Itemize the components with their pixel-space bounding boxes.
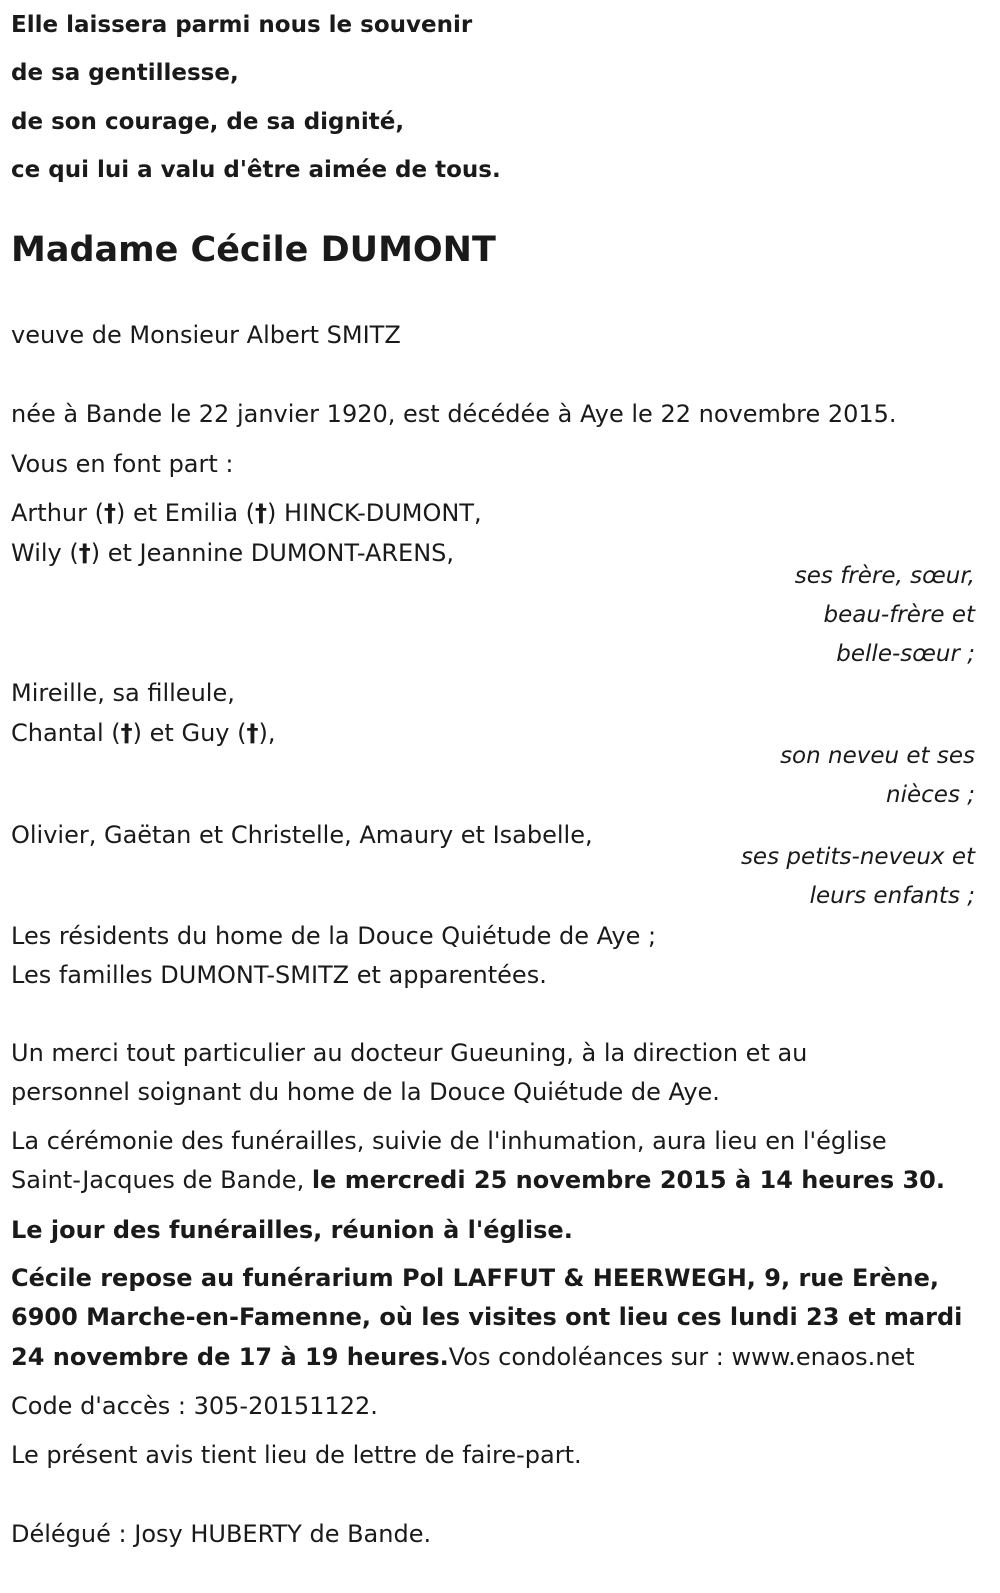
funeral-home-line-1: Cécile repose au funérarium Pol LAFFUT & HEERWEGH, 9, rue Erène, (11, 1264, 939, 1292)
condolences-link: Vos condoléances sur : www.enaos.net (448, 1343, 915, 1371)
residents-line: Les résidents du home de la Douce Quiétude de Aye ; (11, 922, 657, 950)
nephews-line-2: Chantal (†) et Guy (†), (11, 719, 276, 747)
verse-line-3: de son courage, de sa dignité, (11, 109, 405, 135)
cross-icon: † (246, 719, 259, 747)
announce: Vous en font part : (11, 450, 234, 478)
birth-death: née à Bande le 22 janvier 1920, est décédée à Aye le 22 novembre 2015. (11, 400, 897, 428)
cross-icon: † (255, 499, 268, 527)
families-line: Les familles DUMONT-SMITZ et apparentées. (11, 961, 547, 989)
verse-line-2: de sa gentillesse, (11, 60, 239, 86)
grandnephews-line: Olivier, Gaëtan et Christelle, Amaury et Isabelle, (11, 821, 593, 849)
cross-icon: † (78, 539, 91, 567)
delegate-line: Délégué : Josy HUBERTY de Bande. (11, 1520, 432, 1548)
thanks-line-1: Un merci tout particulier au docteur Gueuning, à la direction et au (11, 1039, 808, 1067)
grandnephews-role-2: leurs enfants ; (809, 883, 975, 909)
nephews-role-1: son neveu et ses (780, 743, 975, 769)
thanks-line-2: personnel soignant du home de la Douce Quiétude de Aye. (11, 1078, 720, 1106)
verse-line-4: ce qui lui a valu d'être aimée de tous. (11, 157, 501, 183)
siblings-line-2: Wily (†) et Jeannine DUMONT-ARENS, (11, 539, 455, 567)
cross-icon: † (103, 499, 116, 527)
nephews-role-2: nièces ; (886, 782, 975, 808)
meeting-line: Le jour des funérailles, réunion à l'église. (11, 1216, 573, 1244)
ceremony-date: le mercredi 25 novembre 2015 à 14 heures 30. (311, 1166, 945, 1194)
siblings-role-2: beau-frère et (823, 602, 975, 628)
funeral-home-line-2: 6900 Marche-en-Famenne, où les visites ont lieu ces lundi 23 et mardi (11, 1303, 963, 1331)
siblings-line-1: Arthur (†) et Emilia (†) HINCK-DUMONT, (11, 499, 482, 527)
funeral-home-line-3: 24 novembre de 17 à 19 heures.Vos condoléances sur : www.enaos.net (11, 1343, 915, 1371)
notice-line: Le présent avis tient lieu de lettre de faire-part. (11, 1441, 582, 1469)
grandnephews-role-1: ses petits-neveux et (740, 844, 975, 870)
cross-icon: † (120, 719, 133, 747)
ceremony-line-2: Saint-Jacques de Bande, le mercredi 25 novembre 2015 à 14 heures 30. (11, 1166, 945, 1194)
siblings-role-3: belle-sœur ; (836, 641, 975, 667)
verse-line-1: Elle laissera parmi nous le souvenir (11, 12, 473, 38)
widow-of: veuve de Monsieur Albert SMITZ (11, 321, 401, 349)
ceremony-line-1: La cérémonie des funérailles, suivie de l'inhumation, aura lieu en l'église (11, 1127, 887, 1155)
nephews-line-1: Mireille, sa filleule, (11, 679, 235, 707)
deceased-name: Madame Cécile DUMONT (11, 230, 496, 270)
access-code: Code d'accès : 305-20151122. (11, 1392, 378, 1420)
siblings-role-1: ses frère, sœur, (794, 563, 975, 589)
